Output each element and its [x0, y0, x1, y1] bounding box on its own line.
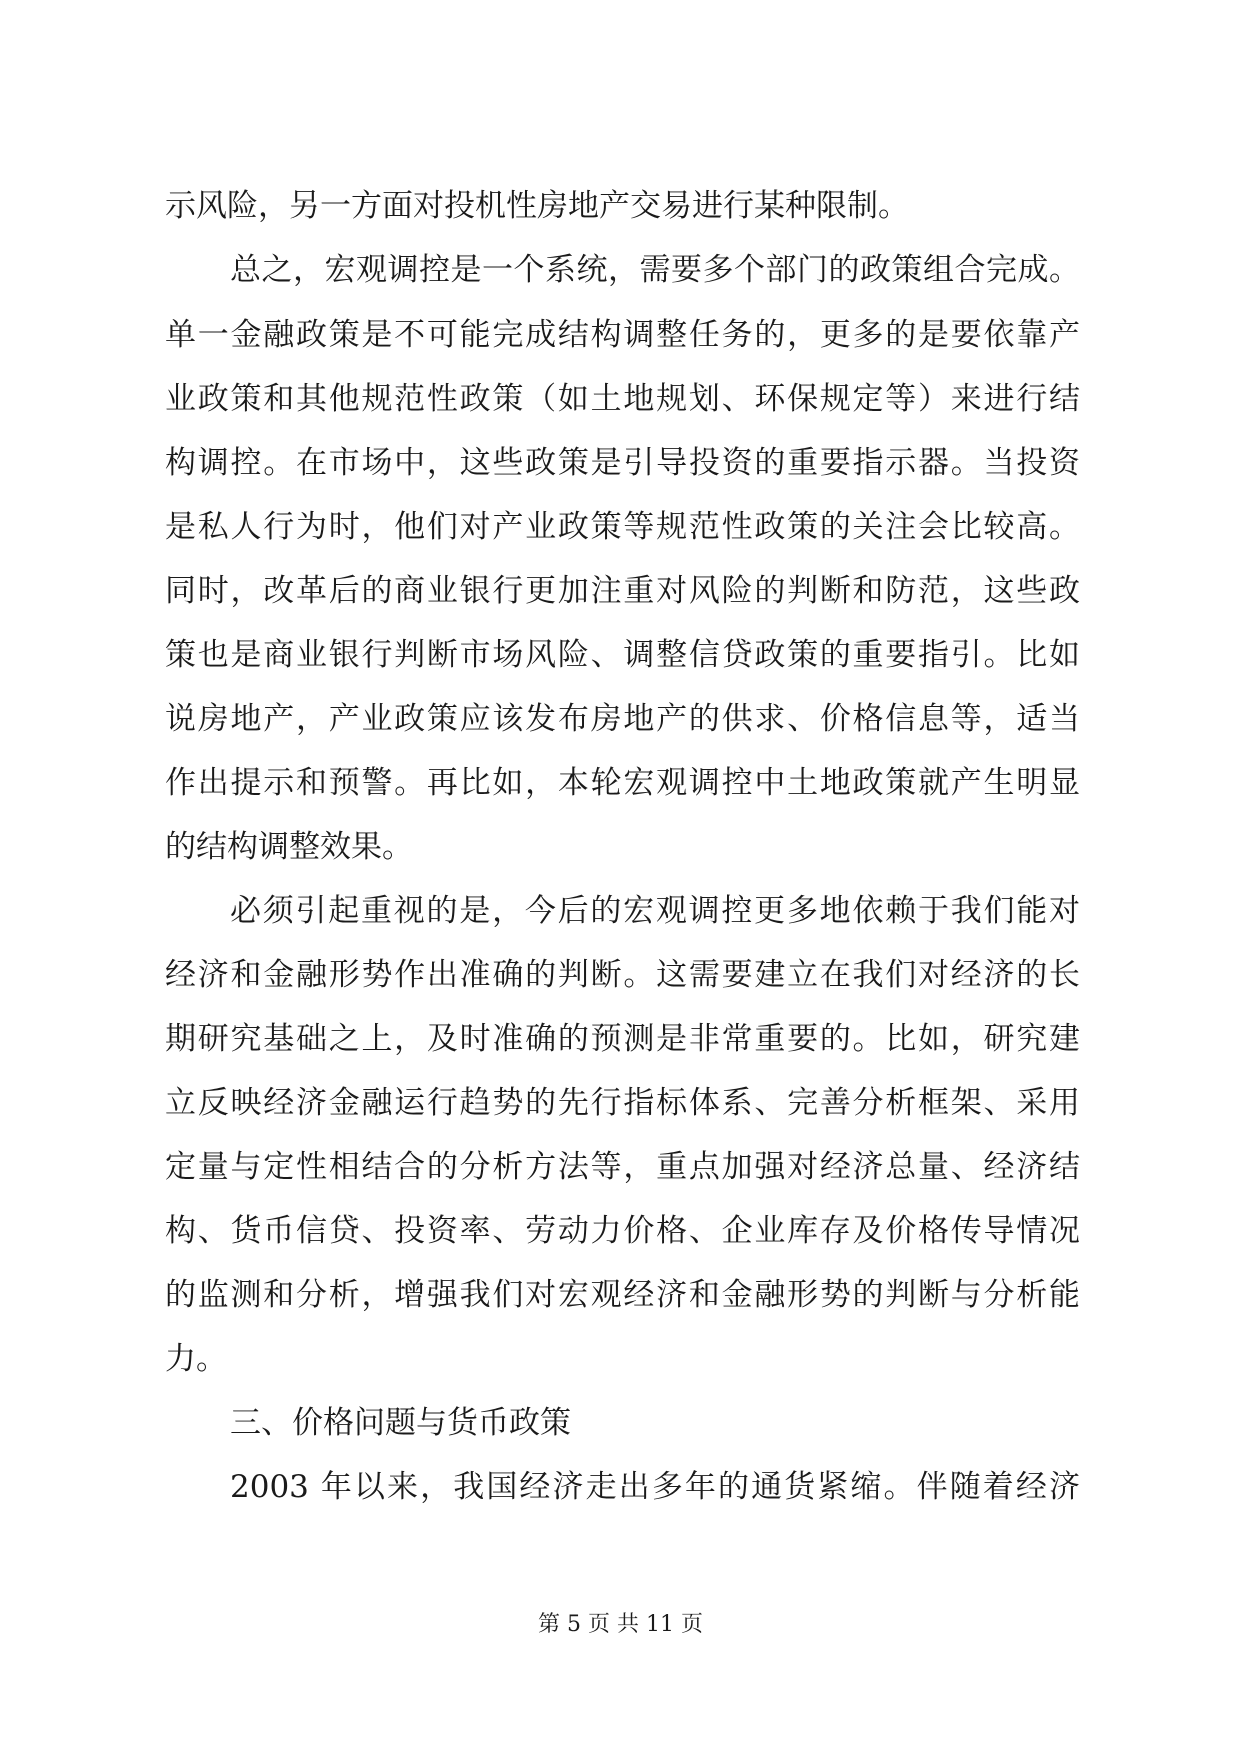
text-line: 作出提示和预警。再比如，本轮宏观调控中土地政策就产生明显	[165, 765, 1080, 801]
text-line: 立反映经济金融运行趋势的先行指标体系、完善分析框架、采用	[165, 1085, 1080, 1121]
text-line: 构、货币信贷、投资率、劳动力价格、企业库存及价格传导情况	[165, 1213, 1080, 1249]
text-line: 力。	[165, 1341, 227, 1377]
text-line: 单一金融政策是不可能完成结构调整任务的，更多的是要依靠产	[165, 317, 1080, 353]
text-line: 总之，宏观调控是一个系统，需要多个部门的政策组合完成。	[230, 252, 1080, 288]
text-line: 构调控。在市场中，这些政策是引导投资的重要指示器。当投资	[165, 445, 1080, 481]
text-line: 期研究基础之上，及时准确的预测是非常重要的。比如，研究建	[165, 1021, 1080, 1057]
text-line: 定量与定性相结合的分析方法等，重点加强对经济总量、经济结	[165, 1149, 1080, 1185]
text-line: 的结构调整效果。	[165, 829, 413, 865]
page-footer: 第 5 页 共 11 页	[538, 1612, 703, 1637]
text-line: 示风险，另一方面对投机性房地产交易进行某种限制。	[165, 188, 909, 224]
text-line: 策也是商业银行判断市场风险、调整信贷政策的重要指引。比如	[165, 637, 1080, 673]
text-line: 2003 年以来，我国经济走出多年的通货紧缩。伴随着经济	[230, 1469, 1080, 1505]
text-line: 业政策和其他规范性政策（如土地规划、环保规定等）来进行结	[165, 381, 1080, 417]
text-line: 是私人行为时，他们对产业政策等规范性政策的关注会比较高。	[165, 509, 1080, 545]
section-heading: 三、价格问题与货币政策	[230, 1405, 571, 1441]
text-line: 必须引起重视的是，今后的宏观调控更多地依赖于我们能对	[230, 893, 1080, 929]
text-line: 同时，改革后的商业银行更加注重对风险的判断和防范，这些政	[165, 573, 1080, 609]
text-line: 经济和金融形势作出准确的判断。这需要建立在我们对经济的长	[165, 957, 1080, 993]
text-line: 的监测和分析，增强我们对宏观经济和金融形势的判断与分析能	[165, 1277, 1080, 1313]
text-line: 说房地产，产业政策应该发布房地产的供求、价格信息等，适当	[165, 701, 1080, 737]
